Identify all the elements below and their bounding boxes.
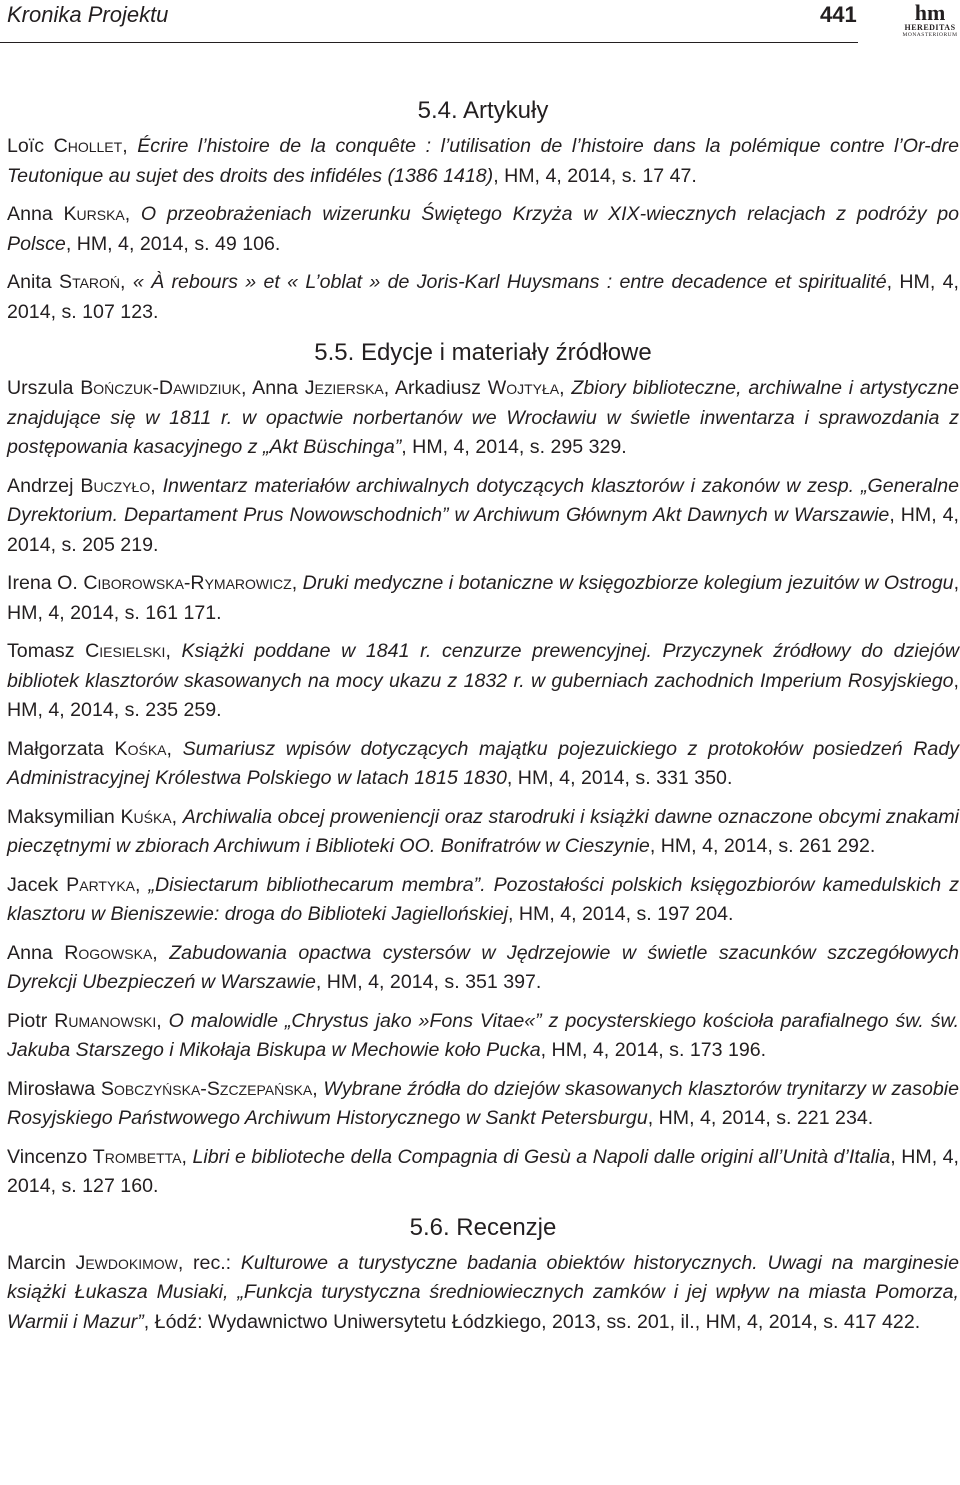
bibliography-entry: Małgorzata Kośka, Sumariusz wpisów dotyczących majątku pojezuickiego z protokołów posiedzeń Rady Administracyjnej Królestwa Polskiego w latach 1815 1830, HM, 4, 2014, s. 331 350. — [7, 737, 960, 789]
bibliography-entry: Andrzej Buczyło, Inwentarz materiałów archiwalnych dotyczących klasztorów i zakonów w zesp. „Generalne Dyrektorium. Departament Prus Nowowschodnich” w Archiwum Głównym Akt Dawnych w Warszawie, HM, 4, 2014, s. 205 219. — [7, 474, 959, 556]
work-title: Sumariusz wpisów dotyczących majątku pojezuickiego z protokołów posiedzeń Rady Administracyjnej Królestwa Polskiego w latach 1815 1830 — [7, 737, 960, 789]
author-surname: Jezierska — [304, 377, 384, 399]
bibliography-entry: Loïc Chollet, Écrire l’histoire de la conquête : l’utilisation de l’histoire dans la polémique contre l’Or-dre Teutonique au sujet des droits des infidéles (1386 1418), HM, 4, 2014, s. 17 47. — [7, 135, 960, 187]
section-reviews — [7, 1211, 959, 1338]
section-articles — [7, 94, 959, 327]
bibliography-entry: Irena O. Ciborowska-Rymarowicz, Druki medyczne i botaniczne w księgozbiorze kolegium jezuitów w Ostrogu, HM, 4, 2014, s. 161 171. — [7, 572, 960, 624]
section-source-editions — [7, 336, 959, 1202]
svg-text:hm: hm — [914, 4, 946, 22]
work-title: O malowidle „Chrystus jako »Fons Vitae«” z pocysterskiego kościoła parafialnego św. św. Jakuba Starszego i Mikołaja Biskupa w Mechowie koło Pucka — [7, 1009, 960, 1061]
author-surname: Partyka — [66, 873, 136, 896]
section-heading: 5.4. Artykuły — [417, 97, 549, 124]
author-surname: Kośka — [114, 737, 167, 760]
author-surname: Buczyło — [80, 474, 151, 497]
bibliography-entry: Marcin Jewdokimow, rec.: Kulturowe a turystyczne badania obiektów historycznych. Uwagi na marginesie książki Łukasza Musiaki, „Funkcja turystyczna średniowiecznych zamków i jej wpływ na miasta Pomorza, Warmii i Mazur”, Łódź: Wydawnictwo Uniwersytetu Łódzkiego, 2013, ss. 201, il., HM, 4, 2014, s. 417 422. — [7, 1251, 959, 1333]
hereditas-monasteriorum-logo — [900, 4, 960, 40]
author-surname: Ciesielski — [85, 640, 166, 662]
author-surname: Staroń — [59, 271, 121, 293]
author-surname: Wojtyła — [487, 377, 560, 399]
bibliography-entry: Tomasz Ciesielski, Książki poddane w 1841 r. cenzurze prewencyjnej. Przyczynek źródłowy do dziejów bibliotek klasztorów skasowanych na mocy ukazu z 1832 r. w guberniach zachodnich Imperium Rosyjskiego, HM, 4, 2014, s. 235 259. — [7, 640, 960, 721]
bibliography-entry: Jacek Partyka, „Disiectarum bibliothecarum membra”. Pozostałości polskich księgozbiorów kamedulskich z klasztoru w Bieniszewie: droga do Biblioteki Jagiellońskiej, HM, 4, 2014, s. 197 204. — [7, 873, 959, 925]
work-title: Zabudowania opactwa cystersów w Jędrzejowie w świetle szacunków szczegółowych Dyrekcji Ubezpieczeń w Warszawie — [7, 941, 959, 993]
author-surname: Kuśka — [120, 805, 172, 828]
section-heading: 5.5. Edycje i materiały źródłowe — [314, 339, 652, 366]
work-title: Libri e biblioteche della Compagnia di Gesù a Napoli dalle origini all’Unità d’Italia — [192, 1145, 891, 1168]
author-surname: Chollet — [53, 135, 123, 157]
author-surname: Trombetta — [92, 1145, 182, 1168]
page-header — [0, 0, 960, 48]
work-title: Zbiory biblioteczne, archiwalne i artystyczne znajdujące się w 1811 r. w opactwie norbertanów we Wrocławiu w świetle inwentarza i sprawozdania z postępowania kasacyjnego z „Akt Büschinga” — [7, 377, 959, 458]
page-number: 441 — [820, 2, 857, 27]
logo-text-monasteriorum: MONASTERIORUM — [902, 32, 958, 38]
work-title: O przeobrażeniach wizerunku Świętego Krzyża w XIX-wiecznych relacjach z podróży po Polsce — [7, 203, 959, 255]
bibliography-entry: Anna Rogowska, Zabudowania opactwa cystersów w Jędrzejowie w świetle szacunków szczegółowych Dyrekcji Ubezpieczeń w Warszawie, HM, 4, 2014, s. 351 397. — [7, 941, 959, 993]
bibliography-entry: Maksymilian Kuśka, Archiwalia obcej proweniencji oraz starodruki i książki dawne oznaczone obcymi znakami pieczętnymi w zbiorach Archiwum i Biblioteki OO. Bonifratrów w Cieszynie, HM, 4, 2014, s. 261 292. — [7, 805, 960, 857]
bibliography-entry: Vincenzo Trombetta, Libri e biblioteche della Compagnia di Gesù a Napoli dalle origini all’Unità d’Italia, HM, 4, 2014, s. 127 160. — [7, 1145, 959, 1197]
bibliography-entry: Mirosława Sobczyńska-Szczepańska, Wybrane źródła do dziejów skasowanych klasztorów trynitarzy w zasobie Rosyjskiego Państwowego Archiwum Historycznego w Sankt Petersburgu, HM, 4, 2014, s. 221 234. — [7, 1077, 959, 1129]
header-rule — [0, 42, 858, 43]
author-surname: Bończuk-Dawidziuk — [80, 377, 241, 399]
author-surname: Rogowska — [64, 941, 153, 964]
work-title: Kulturowe a turystyczne badania obiektów historycznych. Uwagi na marginesie książki Łukasza Musiaki, „Funkcja turystyczna średniowiecznych zamków i jej wpływ na miasta Pomorza, Warmii i Mazur” — [7, 1251, 959, 1333]
work-title: Książki poddane w 1841 r. cenzurze prewencyjnej. Przyczynek źródłowy do dziejów bibliotek klasztorów skasowanych na mocy ukazu z 1832 r. w guberniach zachodnich Imperium Rosyjskiego — [7, 640, 960, 692]
section-heading: 5.6. Recenzje — [409, 1213, 557, 1241]
work-title: Wybrane źródła do dziejów skasowanych klasztorów trynitarzy w zasobie Rosyjskiego Państwowego Archiwum Historycznego w Sankt Petersburgu — [7, 1077, 959, 1129]
author-surname: Ciborowska-Rymarowicz — [83, 572, 292, 594]
author-surname: Rumanowski — [54, 1009, 157, 1032]
bibliography-entry: Urszula Bończuk-Dawidziuk, Anna Jezierska, Arkadiusz Wojtyła, Zbiory biblioteczne, archiwalne i artystyczne znajdujące się w 1811 r. w opactwie norbertanów we Wrocławiu w świetle inwentarza i sprawozdania z postępowania kasacyjnego z „Akt Büschinga”, HM, 4, 2014, s. 295 329. — [7, 377, 959, 458]
bibliography-content — [7, 94, 959, 1346]
work-title: Druki medyczne i botaniczne w księgozbiorze kolegium jezuitów w Ostrogu — [302, 572, 954, 594]
author-surname: Sobczyńska-Szczepańska — [100, 1077, 313, 1100]
work-title: « À rebours » et « L’oblat » de Joris-Karl Huysmans : entre decadence et spiritualité — [132, 271, 887, 293]
running-title: Kronika Projektu — [7, 2, 169, 27]
work-title: „Disiectarum bibliothecarum membra”. Pozostałości polskich księgozbiorów kamedulskich z klasztoru w Bieniszewie: droga do Biblioteki Jagiellońskiej — [7, 873, 959, 925]
work-title: Inwentarz materiałów archiwalnych dotyczących klasztorów i zakonów w zesp. „Generalne Dyrektorium. Departament Prus Nowowschodnich” w Archiwum Głównym Akt Dawnych w Warszawie — [7, 474, 959, 526]
work-title: Écrire l’histoire de la conquête : l’utilisation de l’histoire dans la polémique contre l’Or-dre Teutonique au sujet des droits des infidéles (1386 1418) — [7, 135, 960, 187]
work-title: Archiwalia obcej proweniencji oraz starodruki i książki dawne oznaczone obcymi znakami pieczętnymi w zbiorach Archiwum i Biblioteki OO. Bonifratrów w Cieszynie — [7, 805, 960, 857]
bibliography-entry: Anna Kurska, O przeobrażeniach wizerunku Świętego Krzyża w XIX-wiecznych relacjach z podróży po Polsce, HM, 4, 2014, s. 49 106. — [7, 203, 959, 255]
hm-logo-icon — [902, 4, 958, 22]
bibliography-entry: Anita Staroń, « À rebours » et « L’oblat » de Joris-Karl Huysmans : entre decadence et spiritualité, HM, 4, 2014, s. 107 123. — [7, 271, 960, 323]
author-surname: Kurska — [63, 203, 125, 225]
logo-text-hereditas: HEREDITAS — [904, 23, 956, 32]
bibliography-entry: Piotr Rumanowski, O malowidle „Chrystus jako »Fons Vitae«” z pocysterskiego kościoła parafialnego św. św. Jakuba Starszego i Mikołaja Biskupa w Mechowie koło Pucka, HM, 4, 2014, s. 173 196. — [7, 1009, 960, 1061]
author-surname: Jewdokimow — [75, 1251, 178, 1274]
